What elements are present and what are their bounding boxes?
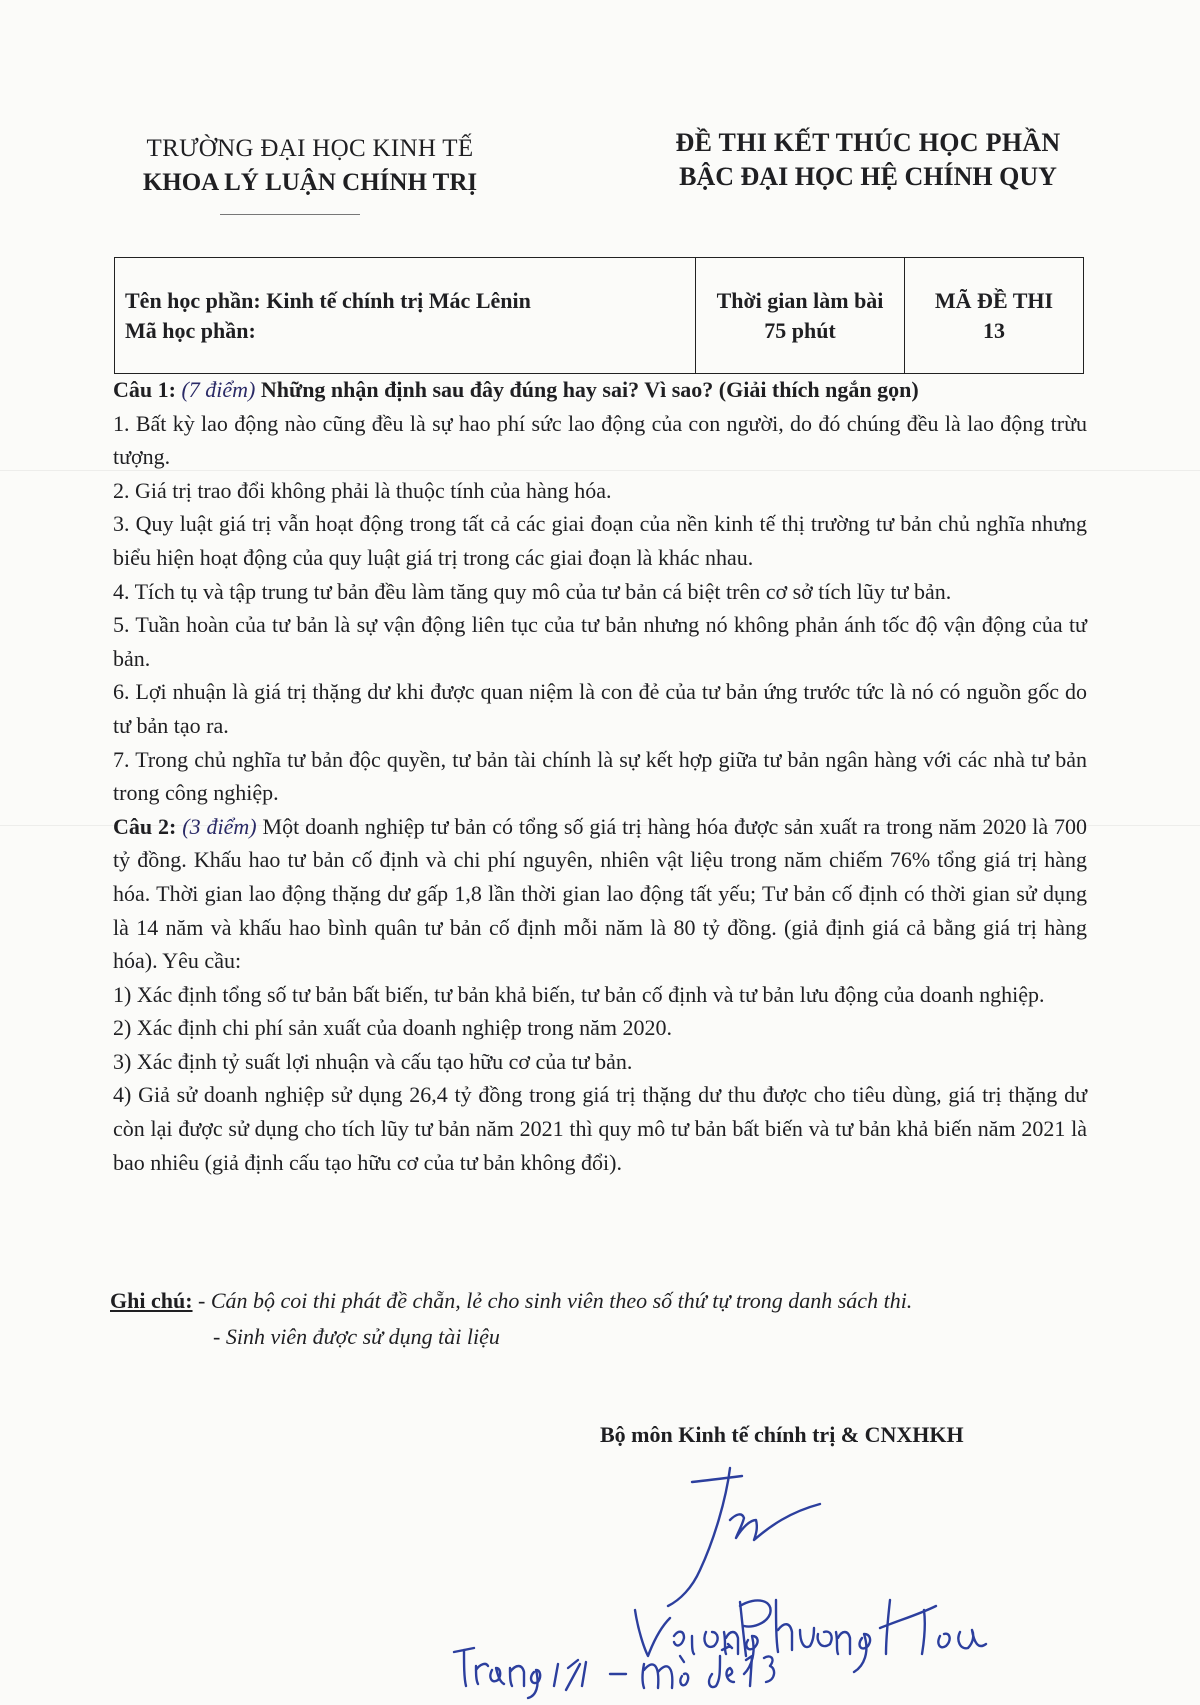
requirement-4: 4) Giả sử doanh nghiệp sử dụng 26,4 tỷ đồng trong giá trị thặng dư thu được cho tiêu dùng, giá trị thặng dư còn lại được sử dụng cho tích lũy tư bản năm 2021 thì quy mô tư bản bất biến và tư bản khả biến năm 2021 là bao nhiêu (giả định cấu tạo hữu cơ của tư bản không đổi).: [113, 1082, 1087, 1175]
statement-7: 7. Trong chủ nghĩa tư bản độc quyền, tư bản tài chính là sự kết hợp giữa tư bản ngân hàng với các nhà tư bản trong công nghiệp.: [113, 746, 1087, 806]
question-1-heading: [113, 373, 1087, 407]
course-cell: [115, 258, 696, 374]
exam-code-cell: [905, 258, 1084, 374]
course-label: Tên học phần:: [125, 287, 261, 313]
requirement-2: 2) Xác định chi phí sản xuất của doanh nghiệp trong năm 2020.: [113, 1015, 673, 1041]
question-1-prompt: Những nhận định sau đây đúng hay sai? Vì sao? (Giải thích ngắn gọn): [260, 377, 919, 402]
course-name: Kinh tế chính trị Mác Lênin: [266, 287, 531, 313]
page-note-ma: [643, 1656, 689, 1688]
university-name: TRƯỜNG ĐẠI HỌC KINH TẾ: [146, 135, 474, 162]
statement-5: 5. Tuần hoàn của tư bản là sự vận động liên tục của tư bản nhưng nó không phản ánh tốc độ vận động của tư bản.: [113, 612, 1087, 671]
time-value: 75 phút: [764, 317, 836, 343]
note-line-1: - Cán bộ coi thi phát đề chẵn, lẻ cho sinh viên theo số thứ tự trong danh sách thi.: [198, 1288, 913, 1313]
statement-2: 2. Giá trị trao đổi không phải là thuộc tính của hàng hóa.: [113, 477, 612, 503]
exam-level: BẬC ĐẠI HỌC HỆ CHÍNH QUY: [679, 162, 1057, 191]
exam-code-value: 13: [983, 317, 1005, 343]
statement-4: 4. Tích tụ và tập trung tư bản đều làm tăng quy mô của tư bản cá biệt trên cơ sở tích lũy tư bản.: [113, 578, 952, 604]
statement-3: 3. Quy luật giá trị vẫn hoạt động trong tất cả các giai đoạn của nền kinh tế thị trường tư bản chủ nghĩa nhưng biểu hiện hoạt động của quy luật giá trị trong các giai đoạn là khác nhau.: [113, 511, 1087, 570]
exam-questions: [113, 373, 1087, 1179]
page-note-13: [746, 1656, 774, 1686]
statement-6: 6. Lợi nhuận là giá trị thặng dư khi được quan niệm là con đẻ của tư bản ứng trước tức là nó có nguồn gốc do tư bản tạo ra.: [113, 679, 1087, 738]
signature-name-phuong: [740, 1600, 870, 1672]
statement-1: 1. Bất kỳ lao động nào cũng đều là sự hao phí sức lao động của con người, do đó chúng đều là lao động trừu tượng.: [113, 410, 1087, 470]
time-cell: [696, 258, 905, 374]
page-note-fraction: [554, 1660, 586, 1690]
requirement-1: 1) Xác định tổng số tư bản bất biến, tư bản khả biến, tư bản cố định và tư bản lưu động của doanh nghiệp.: [113, 981, 1045, 1007]
exam-note: [110, 1283, 1090, 1355]
exam-header: [648, 126, 1088, 194]
question-2-label: Câu 2:: [113, 813, 177, 839]
course-code-label: Mã học phần:: [125, 317, 256, 343]
page-note-de: [709, 1644, 734, 1687]
question-2-intro: Một doanh nghiệp tư bản có tổng số giá trị hàng hóa được sản xuất ra trong năm 2020 là 700 tỷ đồng. Khấu hao tư bản cố định và chi phí nguyên, nhiên vật liệu trong năm chiếm 76% tổng giá trị hàng hóa. Thời gian lao động thặng dư gấp 1,8 lần thời gian lao động tất yếu; Tư bản cố định có thời gian sử dụng là 14 năm và khấu hao bình quân tư bản cố định mỗi năm là 80 tỷ đồng. (giả định giá cả bằng giá trị hàng hóa). Yêu cầu:: [113, 813, 1088, 974]
signature-name-hoa: [880, 1600, 986, 1654]
exam-code-label: MÃ ĐỀ THI: [934, 287, 1054, 313]
note-label: Ghi chú:: [110, 1288, 193, 1313]
requirement-3: 3) Xác định tỷ suất lợi nhuận và cấu tạo hữu cơ của tư bản.: [113, 1048, 633, 1074]
time-label: Thời gian làm bài: [716, 287, 884, 313]
question-2-heading: [113, 810, 1087, 978]
exam-info-table: [114, 257, 1084, 374]
note-line-2: - Sinh viên được sử dụng tài liệu: [213, 1324, 500, 1349]
header-underline: [220, 214, 360, 215]
signature-flourish: [668, 1468, 820, 1606]
faculty-name: KHOA LÝ LUẬN CHÍNH TRỊ: [142, 169, 478, 196]
university-header: [120, 132, 500, 200]
question-2-points: (3 điểm): [182, 813, 257, 839]
question-1-points: (7 điểm): [181, 377, 256, 402]
page-note-trang: [454, 1648, 540, 1698]
handwritten-signature: [430, 1460, 1030, 1700]
question-1-label: Câu 1:: [113, 377, 176, 402]
department-name: Bộ môn Kinh tế chính trị & CNXHKH: [600, 1422, 964, 1447]
exam-title: ĐỀ THI KẾT THÚC HỌC PHẦN: [675, 128, 1061, 157]
